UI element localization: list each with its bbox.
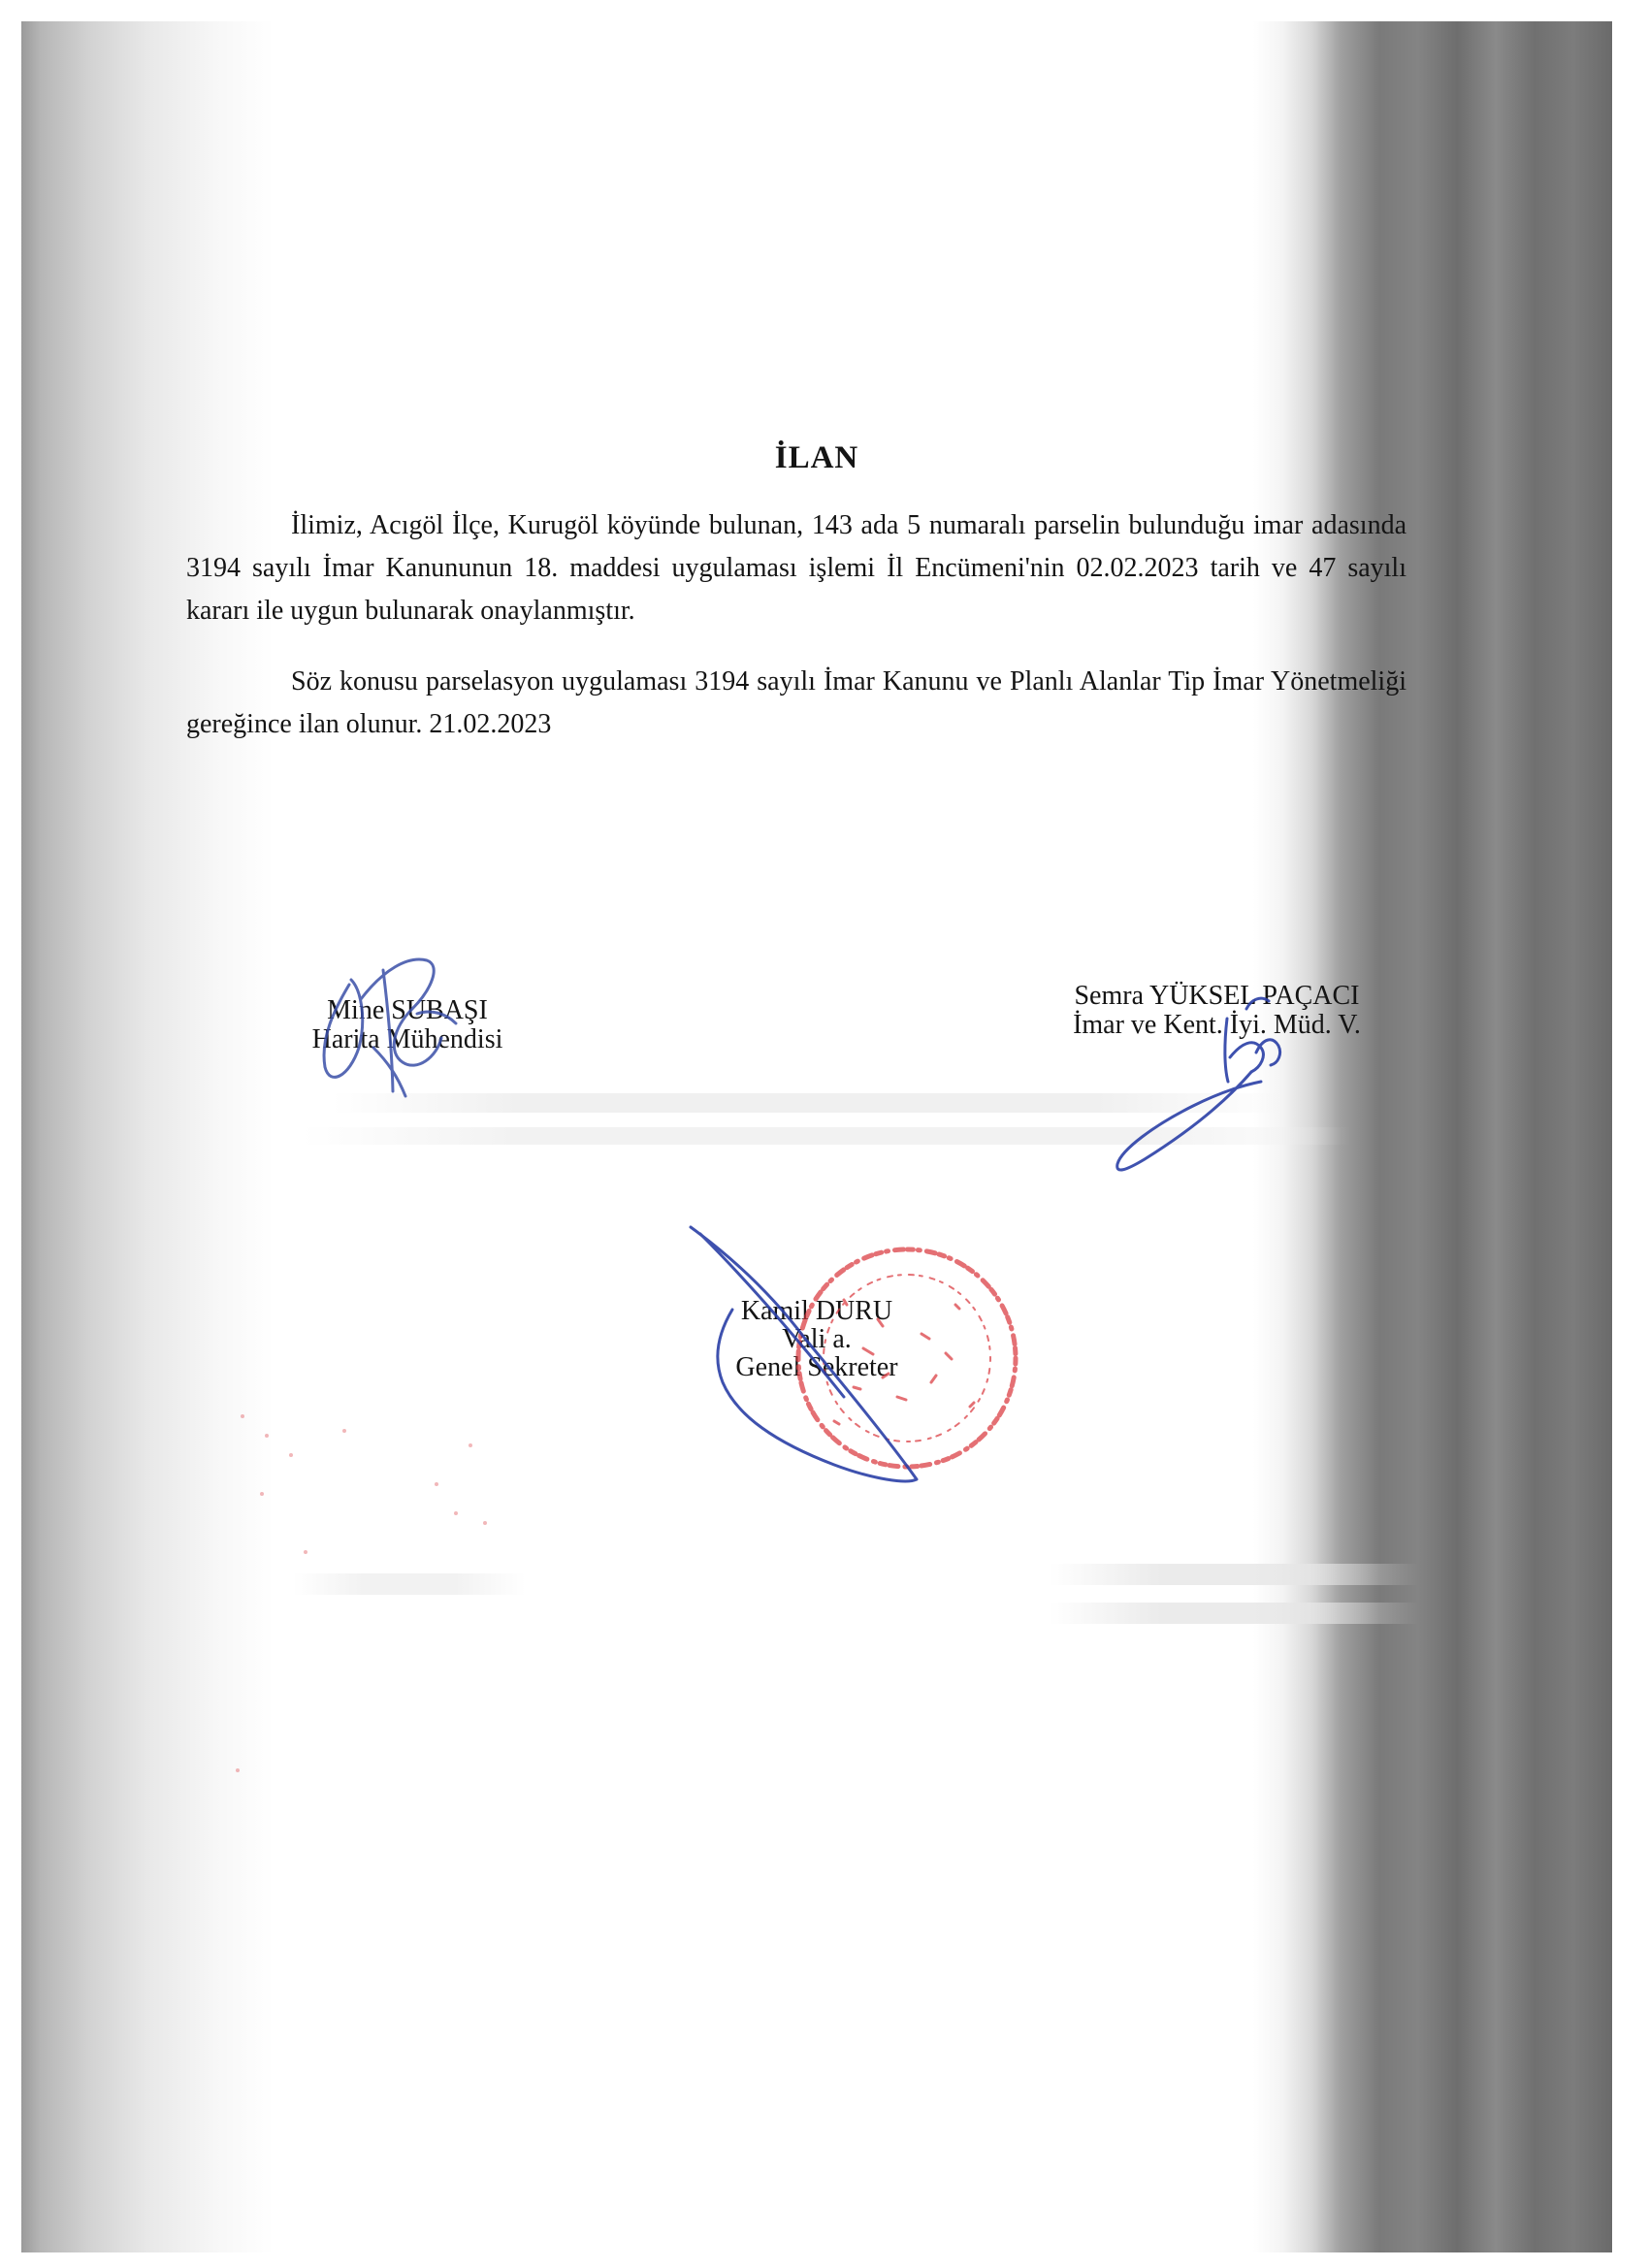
show-through-text xyxy=(1050,1564,1418,1585)
body-paragraph: İlimiz, Acıgöl İlçe, Kurugöl köyünde bulunan, 143 ada 5 numaralı parselin bulunduğu imar adasında 3194 sayılı İmar Kanununun 18. maddesi uygulaması işlemi İl Encümeni'nin 02.02.2023 tarih ve 47 sayılı kararı ile uygun bulunarak onaylanmıştır. xyxy=(186,510,1406,626)
signature-block-left xyxy=(281,996,534,1054)
signature-block-right xyxy=(1030,982,1404,1040)
show-through-text xyxy=(332,1093,1282,1113)
body-paragraph: Söz konusu parselasyon uygulaması 3194 sayılı İmar Kanunu ve Planlı Alanlar Tip İmar Yönetmeliği gereğince ilan olunur. 21.02.2023 xyxy=(186,666,1406,739)
scanned-page xyxy=(21,21,1612,2252)
signatory-title: İmar ve Kent. İyi. Müd. V. xyxy=(1073,1010,1361,1040)
signatory-name: Mine SUBAŞI xyxy=(327,995,488,1025)
signatory-title: Genel Sekreter xyxy=(735,1352,898,1382)
show-through-text xyxy=(1050,1603,1418,1624)
show-through-text xyxy=(303,1127,1350,1145)
page-title: İLAN xyxy=(774,440,859,475)
signature-block-bottom xyxy=(695,1297,938,1381)
signatory-name: Kamil DURU xyxy=(740,1296,893,1326)
show-through-text xyxy=(293,1573,526,1595)
signatory-title: Harita Mühendisi xyxy=(311,1024,503,1054)
signatory-name: Semra YÜKSEL PAÇACI xyxy=(1074,981,1360,1011)
signatory-role: Vali a. xyxy=(782,1324,852,1354)
